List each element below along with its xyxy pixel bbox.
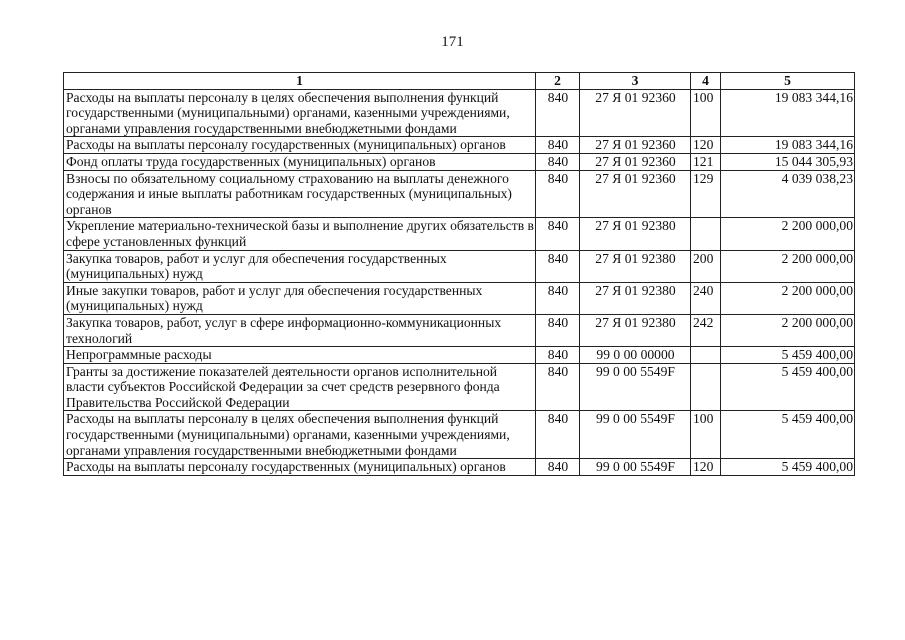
expense-name-cell: Закупка товаров, работ и услуг для обеспечения государственных (муниципальных) нужд — [64, 250, 536, 282]
ministry-code-cell: 840 — [536, 89, 580, 137]
column-header-4: 4 — [691, 73, 721, 90]
target-article-cell: 27 Я 01 92380 — [580, 250, 691, 282]
expense-name-cell: Фонд оплаты труда государственных (муниципальных) органов — [64, 153, 536, 170]
column-header-1: 1 — [64, 73, 536, 90]
ministry-code-cell: 840 — [536, 282, 580, 314]
target-article-cell: 99 0 00 5549F — [580, 363, 691, 411]
expense-name-cell: Расходы на выплаты персоналу в целях обеспечения выполнения функций государственными (муниципальными) органами, казенными учреждениями, органами управления государственными внебюджетными фондами — [64, 89, 536, 137]
expense-type-cell — [691, 347, 721, 364]
table-row — [64, 170, 855, 218]
ministry-code-cell: 840 — [536, 170, 580, 218]
table-row — [64, 459, 855, 476]
column-header-2: 2 — [536, 73, 580, 90]
header-row — [64, 73, 855, 90]
expense-type-cell: 121 — [691, 153, 721, 170]
expense-type-cell: 240 — [691, 282, 721, 314]
ministry-code-cell: 840 — [536, 411, 580, 459]
expense-type-cell: 100 — [691, 89, 721, 137]
amount-cell: 5 459 400,00 — [721, 363, 855, 411]
table-row — [64, 314, 855, 346]
amount-cell: 2 200 000,00 — [721, 250, 855, 282]
expense-name-cell: Взносы по обязательному социальному страхованию на выплаты денежного содержания и иные выплаты работникам государственных (муниципальных) органов — [64, 170, 536, 218]
amount-cell: 15 044 305,93 — [721, 153, 855, 170]
amount-cell: 2 200 000,00 — [721, 218, 855, 250]
amount-cell: 4 039 038,23 — [721, 170, 855, 218]
table-row — [64, 153, 855, 170]
target-article-cell: 27 Я 01 92360 — [580, 137, 691, 154]
expense-name-cell: Непрограммные расходы — [64, 347, 536, 364]
expense-type-cell: 200 — [691, 250, 721, 282]
expense-type-cell: 129 — [691, 170, 721, 218]
expense-type-cell — [691, 363, 721, 411]
target-article-cell: 99 0 00 5549F — [580, 459, 691, 476]
ministry-code-cell: 840 — [536, 250, 580, 282]
amount-cell: 5 459 400,00 — [721, 459, 855, 476]
ministry-code-cell: 840 — [536, 314, 580, 346]
ministry-code-cell: 840 — [536, 347, 580, 364]
target-article-cell: 27 Я 01 92360 — [580, 89, 691, 137]
target-article-cell: 27 Я 01 92380 — [580, 314, 691, 346]
target-article-cell: 99 0 00 5549F — [580, 411, 691, 459]
target-article-cell: 27 Я 01 92360 — [580, 153, 691, 170]
column-header-5: 5 — [721, 73, 855, 90]
page-number: 171 — [441, 34, 464, 50]
ministry-code-cell: 840 — [536, 363, 580, 411]
expense-type-cell — [691, 218, 721, 250]
expense-name-cell: Гранты за достижение показателей деятельности органов исполнительной власти субъектов Российской Федерации за счет средств резервного фонда Правительства Российской Федерации — [64, 363, 536, 411]
expense-type-cell: 242 — [691, 314, 721, 346]
expense-name-cell: Расходы на выплаты персоналу государственных (муниципальных) органов — [64, 137, 536, 154]
amount-cell: 2 200 000,00 — [721, 282, 855, 314]
amount-cell: 2 200 000,00 — [721, 314, 855, 346]
ministry-code-cell: 840 — [536, 459, 580, 476]
table-row — [64, 347, 855, 364]
expense-name-cell: Укрепление материально-технической базы и выполнение других обязательств в сфере установленных функций — [64, 218, 536, 250]
target-article-cell: 99 0 00 00000 — [580, 347, 691, 364]
amount-cell: 19 083 344,16 — [721, 137, 855, 154]
expense-name-cell: Расходы на выплаты персоналу в целях обеспечения выполнения функций государственными (муниципальными) органами, казенными учреждениями, органами управления государственными внебюджетными фондами — [64, 411, 536, 459]
column-header-3: 3 — [580, 73, 691, 90]
amount-cell: 5 459 400,00 — [721, 347, 855, 364]
target-article-cell: 27 Я 01 92360 — [580, 170, 691, 218]
expense-type-cell: 120 — [691, 137, 721, 154]
amount-cell: 5 459 400,00 — [721, 411, 855, 459]
table-row — [64, 363, 855, 411]
amount-cell: 19 083 344,16 — [721, 89, 855, 137]
expense-name-cell: Закупка товаров, работ, услуг в сфере информационно-коммуникационных технологий — [64, 314, 536, 346]
expense-name-cell: Расходы на выплаты персоналу государственных (муниципальных) органов — [64, 459, 536, 476]
table-row — [64, 218, 855, 250]
target-article-cell: 27 Я 01 92380 — [580, 282, 691, 314]
table-row — [64, 89, 855, 137]
ministry-code-cell: 840 — [536, 137, 580, 154]
target-article-cell: 27 Я 01 92380 — [580, 218, 691, 250]
table-row — [64, 282, 855, 314]
table-row — [64, 411, 855, 459]
expense-type-cell: 120 — [691, 459, 721, 476]
table-row — [64, 250, 855, 282]
ministry-code-cell: 840 — [536, 218, 580, 250]
budget-table — [63, 72, 855, 476]
table-row — [64, 137, 855, 154]
expense-type-cell: 100 — [691, 411, 721, 459]
ministry-code-cell: 840 — [536, 153, 580, 170]
expense-name-cell: Иные закупки товаров, работ и услуг для обеспечения государственных (муниципальных) нужд — [64, 282, 536, 314]
